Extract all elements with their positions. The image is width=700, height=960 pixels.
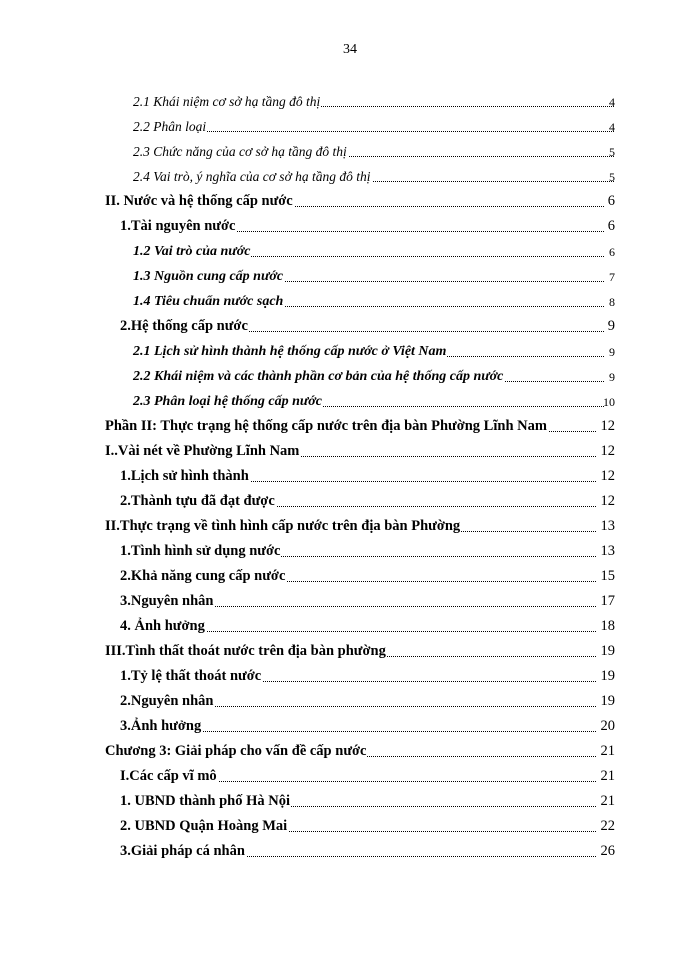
toc-entry[interactable] [0,263,700,285]
toc-entry-page: 6 [609,245,615,259]
toc-entry-title: II. Nước và hệ thống cấp nước [105,193,293,209]
toc-entry-title: I.Các cấp vĩ mô [120,768,217,784]
toc-entry[interactable] [0,738,700,760]
toc-entry-title: II.Thực trạng về tình hình cấp nước trên địa bàn Phường [105,518,461,534]
toc-entry-title: 1.Tỷ lệ thất thoát nước [120,668,262,684]
toc-entry-title: III.Tình thất thoát nước trên địa bàn phường [105,643,386,659]
toc-entry-page: 6 [607,193,615,209]
toc-entry-page: 13 [600,543,615,559]
toc-entry-title: 2.3 Phân loại hệ thống cấp nước [133,394,322,409]
toc-entry-title: 2.Hệ thống cấp nước [120,318,248,334]
toc-entry-title: Phần II: Thực trạng hệ thống cấp nước trên địa bàn Phường Lĩnh Nam [105,418,547,434]
toc-entry[interactable] [0,813,700,835]
toc-entry[interactable] [0,213,700,235]
toc-entry-title: 3.Nguyên nhân [120,593,214,609]
toc-entry-page: 22 [600,818,615,834]
toc-entry-title: 1. UBND thành phố Hà Nội [120,793,291,809]
toc-entry-title: 1.2 Vai trò của nước [133,244,251,259]
toc-entry-page: 4 [609,120,615,134]
toc-entry-title: 2.4 Vai trò, ý nghĩa của cơ sở hạ tầng đô thị [133,169,371,184]
toc-entry-page: 7 [609,270,615,284]
toc-entry-page: 9 [609,370,615,384]
toc-entry[interactable] [0,138,700,160]
toc-entry-page: 13 [600,518,615,534]
toc-entry-page: 17 [600,593,615,609]
toc-entry-title: 1.4 Tiêu chuẩn nước sạch [133,294,284,309]
toc-entry[interactable] [0,688,700,710]
toc-entry[interactable] [0,763,700,785]
toc-entry-page: 9 [609,345,615,359]
toc-entry[interactable] [0,588,700,610]
toc-entry[interactable] [0,113,700,135]
toc-entry[interactable] [0,313,700,335]
toc-entry[interactable] [0,463,700,485]
toc-entry-page: 21 [600,768,615,784]
toc-entry-page: 5 [609,145,615,159]
toc-entry[interactable] [0,513,700,535]
toc-entry-page: 12 [600,443,615,459]
toc-entry[interactable] [0,288,700,310]
toc-entry-title: Chương 3: Giải pháp cho vấn đề cấp nước [105,743,367,759]
toc-entry[interactable] [0,163,700,185]
toc-entry-page: 12 [600,418,615,434]
toc-entry-page: 5 [609,170,615,184]
toc-entry-title: 1.Tài nguyên nước [120,218,236,234]
toc-entry-page: 6 [607,218,615,234]
toc-entry-title: I..Vài nét về Phường Lĩnh Nam [105,443,300,459]
toc-entry[interactable] [0,488,700,510]
toc-entry-title: 3.Giải pháp cá nhân [120,843,245,859]
toc-entry-title: 2.Thành tựu đã đạt được [120,493,275,509]
toc-entry-page: 21 [600,793,615,809]
toc-entry-title: 2.Nguyên nhân [120,693,214,709]
toc-entry[interactable] [0,388,700,410]
toc-entry-title: 4. Ảnh hưởng [120,618,205,634]
toc-entry-title: 3.Ảnh hưởng [120,718,202,734]
toc-entry[interactable] [0,188,700,210]
toc-entry[interactable] [0,338,700,360]
page-number: 34 [343,42,357,57]
toc-entry-title: 1.Lịch sử hình thành [120,468,249,484]
toc-entry-title: 2. UBND Quận Hoàng Mai [120,818,288,834]
toc-entry-page: 12 [600,468,615,484]
toc-entry-title: 1.Tình hình sử dụng nước [120,543,281,559]
toc-entry[interactable] [0,713,700,735]
toc-entry[interactable] [0,788,700,810]
toc-entry-title: 1.3 Nguồn cung cấp nước [133,269,284,284]
toc-entry-page: 21 [600,743,615,759]
toc-entry-title: 2.3 Chức năng của cơ sở hạ tầng đô thị [133,144,347,159]
toc-entry-title: 2.1 Khái niệm cơ sở hạ tầng đô thị [133,94,321,109]
toc-entry-title: 2.2 Khái niệm và các thành phần cơ bản của hệ thống cấp nước [133,369,504,384]
toc-entry[interactable] [0,638,700,660]
toc-entry[interactable] [0,663,700,685]
toc-entry-page: 19 [600,643,615,659]
toc-entry-page: 12 [600,493,615,509]
toc-entry[interactable] [0,413,700,435]
toc-entry[interactable] [0,238,700,260]
toc-entry-page: 15 [600,568,615,584]
toc-entry-page: 18 [600,618,615,634]
toc-entry-page: 4 [609,95,615,109]
toc-entry-page: 20 [600,718,615,734]
toc-entry-page: 19 [600,668,615,684]
toc-entry-title: 2.Khả năng cung cấp nước [120,568,286,584]
toc-entry[interactable] [0,563,700,585]
toc-entry[interactable] [0,363,700,385]
toc-entry[interactable] [0,538,700,560]
toc-entry[interactable] [0,613,700,635]
toc-entry-page: 8 [609,295,615,309]
toc-entry-page: 10 [603,395,615,409]
toc-entry[interactable] [0,88,700,110]
toc-entry[interactable] [0,438,700,460]
toc-entry[interactable] [0,838,700,860]
toc-entry-title: 2.1 Lịch sử hình thành hệ thống cấp nước ở Việt Nam [133,344,447,359]
toc-entry-page: 19 [600,693,615,709]
toc-entry-title: 2.2 Phân loại [133,119,207,134]
toc-entry-page: 26 [600,843,615,859]
toc-entry-page: 9 [607,318,615,334]
